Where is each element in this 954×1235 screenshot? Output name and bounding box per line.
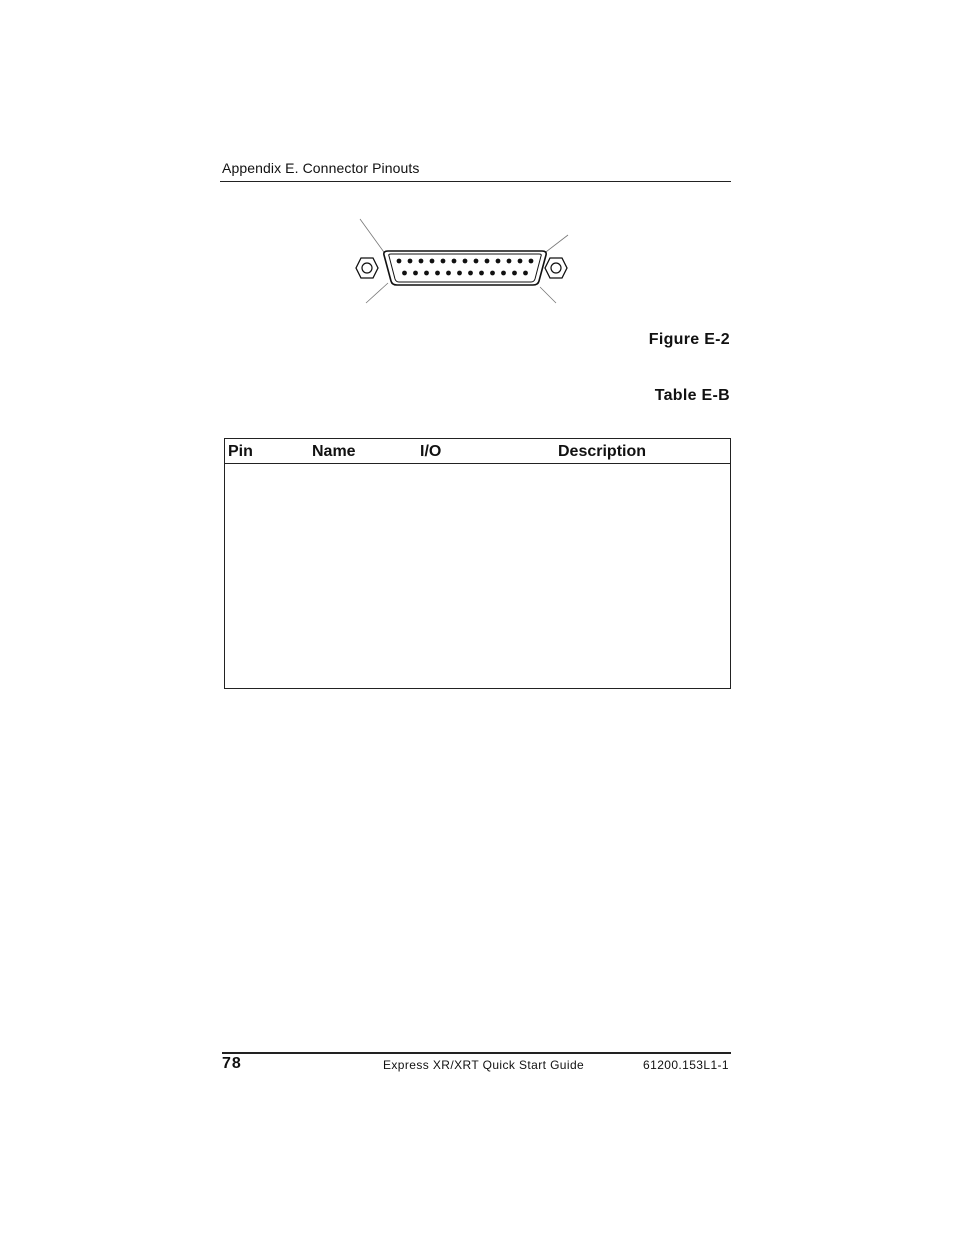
connector-pin <box>485 259 490 264</box>
connector-pin <box>474 259 479 264</box>
leader-line-top-left <box>360 219 386 255</box>
footer-rule <box>222 1052 731 1054</box>
connector-pin <box>490 271 495 276</box>
leader-line-bottom-left <box>366 283 388 303</box>
connector-pin <box>523 271 528 276</box>
connector-pin <box>452 259 457 264</box>
connector-pin <box>479 271 484 276</box>
d-shell-inner <box>389 254 542 282</box>
connector-pin <box>419 259 424 264</box>
pinout-table <box>224 438 731 689</box>
table-caption: Table E-B <box>654 387 730 404</box>
db25-connector-illustration <box>350 215 580 307</box>
left-mounting-hex-icon <box>356 258 378 278</box>
column-header-name: Name <box>312 443 356 460</box>
connector-pin <box>518 259 523 264</box>
connector-pin <box>463 259 468 264</box>
right-mounting-hex-icon <box>545 258 567 278</box>
connector-pin <box>529 259 534 264</box>
section-title: Appendix E. Connector Pinouts <box>222 160 420 176</box>
connector-pin <box>408 259 413 264</box>
part-number: 61200.153L1-1 <box>643 1058 729 1072</box>
connector-pin <box>402 271 407 276</box>
connector-pin <box>435 271 440 276</box>
column-header-pin: Pin <box>228 443 253 460</box>
connector-pin <box>457 271 462 276</box>
page-number: 78 <box>222 1055 242 1072</box>
connector-pin <box>496 259 501 264</box>
table-header-row <box>225 439 730 464</box>
connector-pin <box>397 259 402 264</box>
column-header-io: I/O <box>420 443 442 460</box>
connector-pin <box>441 259 446 264</box>
leader-line-bottom-right <box>540 287 556 303</box>
connector-pin <box>413 271 418 276</box>
connector-pin <box>424 271 429 276</box>
connector-pin <box>446 271 451 276</box>
connector-pin <box>430 259 435 264</box>
figure-caption: Figure E-2 <box>648 331 730 348</box>
connector-pin <box>512 271 517 276</box>
header-rule <box>220 181 731 182</box>
connector-pin <box>507 259 512 264</box>
column-header-description: Description <box>558 443 647 460</box>
connector-pin <box>501 271 506 276</box>
connector-pin <box>468 271 473 276</box>
guide-title: Express XR/XRT Quick Start Guide <box>383 1058 585 1072</box>
